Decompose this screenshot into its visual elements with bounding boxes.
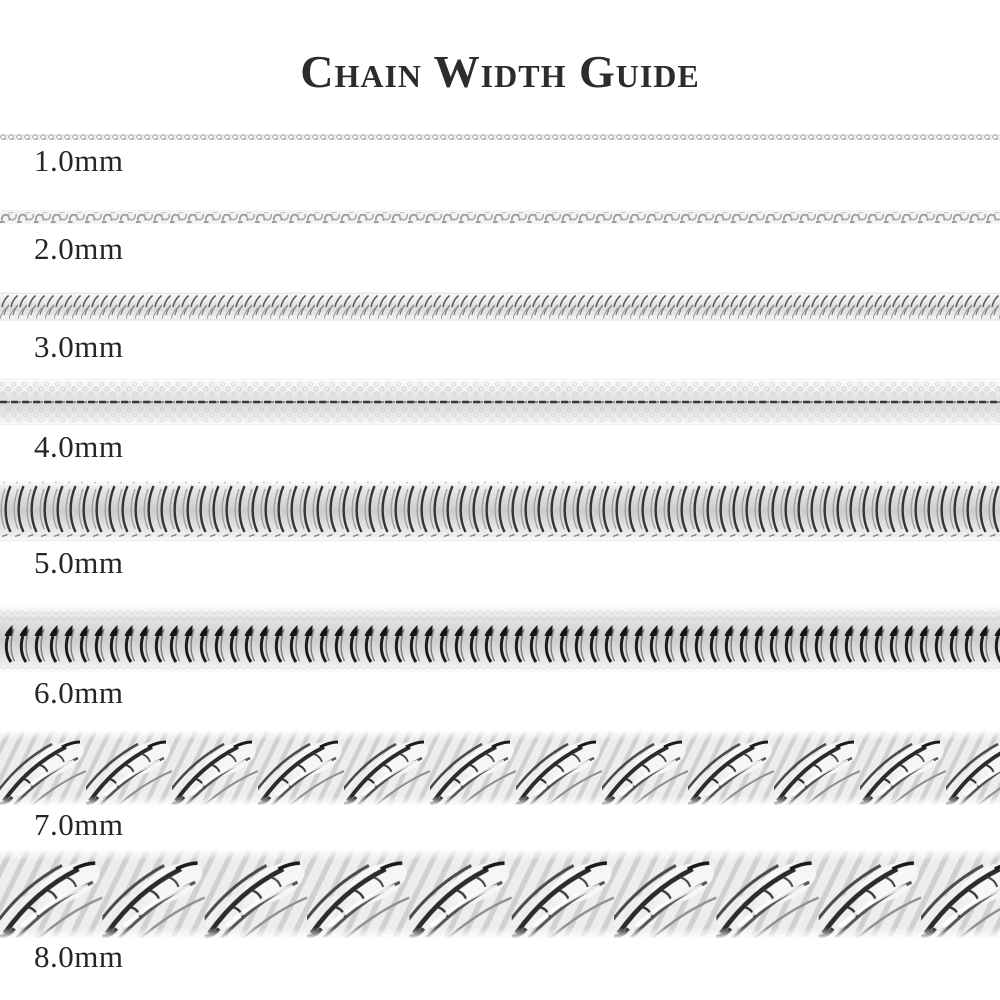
page-title: Chain Width Guide — [300, 45, 700, 97]
chain-width-label: 5.0mm — [34, 545, 124, 580]
ribbed-snake-chain-photo — [0, 479, 1000, 543]
chain-width-label: 3.0mm — [34, 329, 124, 364]
chain-width-label: 1.0mm — [34, 143, 124, 178]
chain-width-label: 4.0mm — [34, 429, 124, 464]
mesh-snake-chain-photo — [0, 377, 1000, 427]
chain-width-label: 6.0mm — [34, 675, 124, 710]
chain-width-label: 7.0mm — [34, 807, 124, 842]
chain-width-label: 8.0mm — [34, 939, 124, 974]
snake-chain-photo — [0, 291, 1000, 322]
box-chain-photo — [0, 206, 1000, 228]
rope-chain-photo — [0, 850, 1000, 938]
rope-chain-photo — [0, 731, 1000, 805]
bold-snake-chain-photo — [0, 605, 1000, 673]
chain-width-label: 2.0mm — [34, 231, 124, 266]
fine-cable-chain-photo — [0, 131, 1000, 143]
